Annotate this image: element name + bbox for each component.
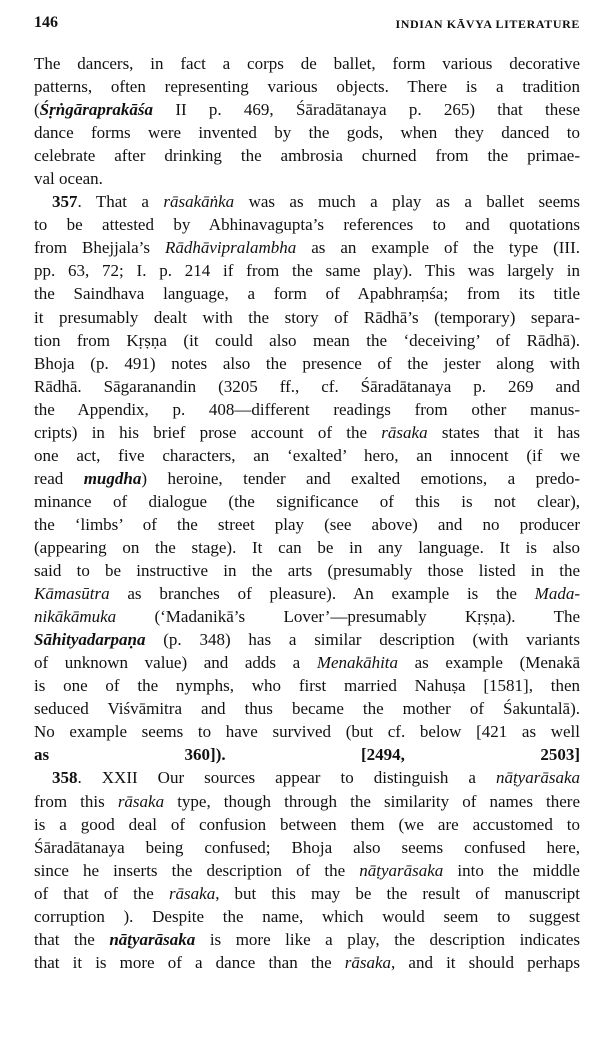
text-run: No example seems to have survived (but cf. below [421 as well [34, 722, 580, 742]
text-run: Mada- [534, 584, 580, 604]
text-run: celebrate after drinking the ambrosia churned from the primae- [34, 146, 580, 166]
text-run: as branches of pleasure). An example is the [109, 584, 535, 604]
page-header [34, 14, 580, 38]
text-run: said to be instructive in the arts (presumably those listed in the [34, 561, 580, 581]
text-run: Śṛṅgāraprakāśa [39, 100, 154, 120]
text-line [34, 651, 580, 674]
text-run: rāsaka [381, 422, 428, 442]
text-run: type, though through the similarity of names there [164, 791, 580, 811]
text-line [34, 421, 580, 444]
text-run: rāsaka [117, 791, 165, 811]
text-run: was as much a play as a ballet seems [234, 192, 580, 212]
text-run: mugdha [83, 468, 142, 488]
text-run: . That a [77, 192, 164, 212]
text-run: read [34, 468, 84, 488]
text-line [34, 536, 580, 559]
text-run: cripts) in his brief prose account of the [34, 422, 382, 442]
text-line [34, 329, 580, 352]
text-run: rāsakāṅka [163, 192, 235, 212]
text-line [34, 352, 580, 375]
text-run: Rādhāvipralambha [164, 238, 297, 258]
text-line [34, 882, 580, 905]
text-line [34, 766, 580, 789]
text-line [34, 790, 580, 813]
text-line [34, 513, 580, 536]
text-run: The dancers, in fact a corps de ballet, form various decorative [34, 54, 580, 73]
text-run: the Appendix, p. 408—different readings from other manus- [34, 399, 580, 419]
text-run: nikākāmuka [34, 607, 117, 627]
text-run: one act, five characters, an ‘exalted’ hero, an innocent (if we [34, 445, 580, 465]
text-run: Kāmasūtra [34, 584, 110, 604]
text-run: 357 [52, 192, 78, 212]
text-run: rāsaka [168, 883, 216, 903]
text-line [34, 928, 580, 951]
text-run: since he inserts the description of the [34, 860, 360, 880]
text-run: as 360]). [2494, 2503] [34, 745, 580, 765]
text-line [34, 213, 580, 236]
text-line [34, 559, 580, 582]
text-run: the Saindhava language, a form of Apabhraṃśa; from its title [34, 284, 580, 304]
text-run: Menakāhita [316, 653, 399, 673]
text-run: (appearing on the stage). It can be in any language. It is also [34, 537, 580, 557]
text-run: corruption ). Despite the name, which would seem to suggest [34, 906, 580, 926]
text-line [34, 444, 580, 467]
text-line [34, 467, 580, 490]
text-run: states that it has [427, 422, 580, 442]
text-run: the ‘limbs’ of the street play (see above) and no producer [34, 514, 580, 534]
text-run: into the middle [443, 860, 580, 880]
text-line [34, 398, 580, 421]
text-run: dance forms were invented by the gods, when they danced to [34, 123, 580, 143]
text-line [34, 490, 580, 513]
text-run: 358 [52, 768, 78, 788]
text-run: nāṭyarāsaka [359, 860, 444, 880]
text-line [34, 743, 580, 766]
text-line [34, 628, 580, 651]
text-line [34, 605, 580, 628]
text-run: is more like a play, the description indicates [195, 929, 580, 949]
text-run: ( [34, 100, 40, 120]
text-run: nāṭyarāsaka [109, 929, 196, 949]
text-line [34, 98, 580, 121]
text-line [34, 697, 580, 720]
text-run: is one of the nymphs, who first married Nahuṣa [1581], then [34, 676, 580, 696]
text-line [34, 836, 580, 859]
text-run: of that of the [34, 883, 169, 903]
text-run: nāṭyarāsaka [495, 768, 580, 788]
text-run: it presumably dealt with the story of Rādhā’s (temporary) separa- [34, 307, 580, 327]
text-run: (‘Madanikā’s Lover’—presumably Kṛṣṇa). The [116, 607, 580, 627]
text-run: . XXII Our sources appear to distinguish a [77, 768, 496, 788]
body-text [34, 52, 580, 974]
text-run: tion from Kṛṣṇa (it could also mean the ‘deceiving’ of Rādhā). [34, 330, 580, 350]
text-run: , and it should perhaps [391, 952, 580, 972]
text-run: minance of dialogue (the significance of this is not clear), [34, 491, 580, 511]
text-run: that it is more of a dance than the [34, 952, 345, 972]
text-run: val ocean. [34, 169, 103, 189]
text-line [34, 306, 580, 329]
text-run: (p. 348) has a similar description (with variants [145, 630, 580, 650]
text-run: is a good deal of confusion between them (we are accustomed to [34, 814, 580, 834]
text-line [34, 75, 580, 98]
text-run: as an example of the type (III. [296, 238, 580, 258]
text-run: seduced Viśvāmitra and thus became the mother of Śakuntalā). [34, 699, 580, 719]
text-run: , but this may be the result of manuscript [215, 883, 580, 903]
text-line [34, 375, 580, 398]
text-run: of unknown value) and adds a [34, 653, 317, 673]
text-line [34, 813, 580, 836]
text-line [34, 236, 580, 259]
text-line [34, 190, 580, 213]
text-run: from Bhejjala’s [34, 238, 165, 258]
text-run: ) heroine, tender and exalted emotions, a predo- [141, 468, 580, 488]
text-line [34, 52, 580, 75]
text-run: to be attested by Abhinavagupta’s references to and quotations [34, 215, 580, 235]
text-line [34, 582, 580, 605]
text-run: Sāhityadarpaṇa [34, 630, 146, 650]
text-run: II p. 469, Śāradātanaya p. 265) that these [153, 100, 580, 120]
text-line [34, 144, 580, 167]
text-line [34, 674, 580, 697]
page-number: 146 [34, 14, 58, 31]
text-run: as example (Menakā [398, 653, 580, 673]
text-line [34, 905, 580, 928]
text-line [34, 259, 580, 282]
text-line [34, 951, 580, 974]
text-run: rāsaka [344, 952, 392, 972]
text-line [34, 720, 580, 743]
text-run: patterns, often representing various objects. There is a tradition [34, 77, 580, 97]
text-run: Rādhā. Sāgaranandin (3205 ff., cf. Śāradātanaya p. 269 and [34, 376, 580, 396]
text-run: that the [34, 929, 110, 949]
text-run: Bhoja (p. 491) notes also the presence of the jester along with [34, 353, 580, 373]
text-line [34, 167, 580, 190]
text-line [34, 282, 580, 305]
text-run: from this [34, 791, 118, 811]
text-line [34, 121, 580, 144]
text-run: Śāradātanaya being confused; Bhoja also seems confused here, [34, 837, 580, 857]
text-run: pp. 63, 72; I. p. 214 if from the same play). This was largely in [34, 261, 580, 281]
text-line [34, 859, 580, 882]
running-head: INDIAN KĀVYA LITERATURE [395, 17, 580, 31]
